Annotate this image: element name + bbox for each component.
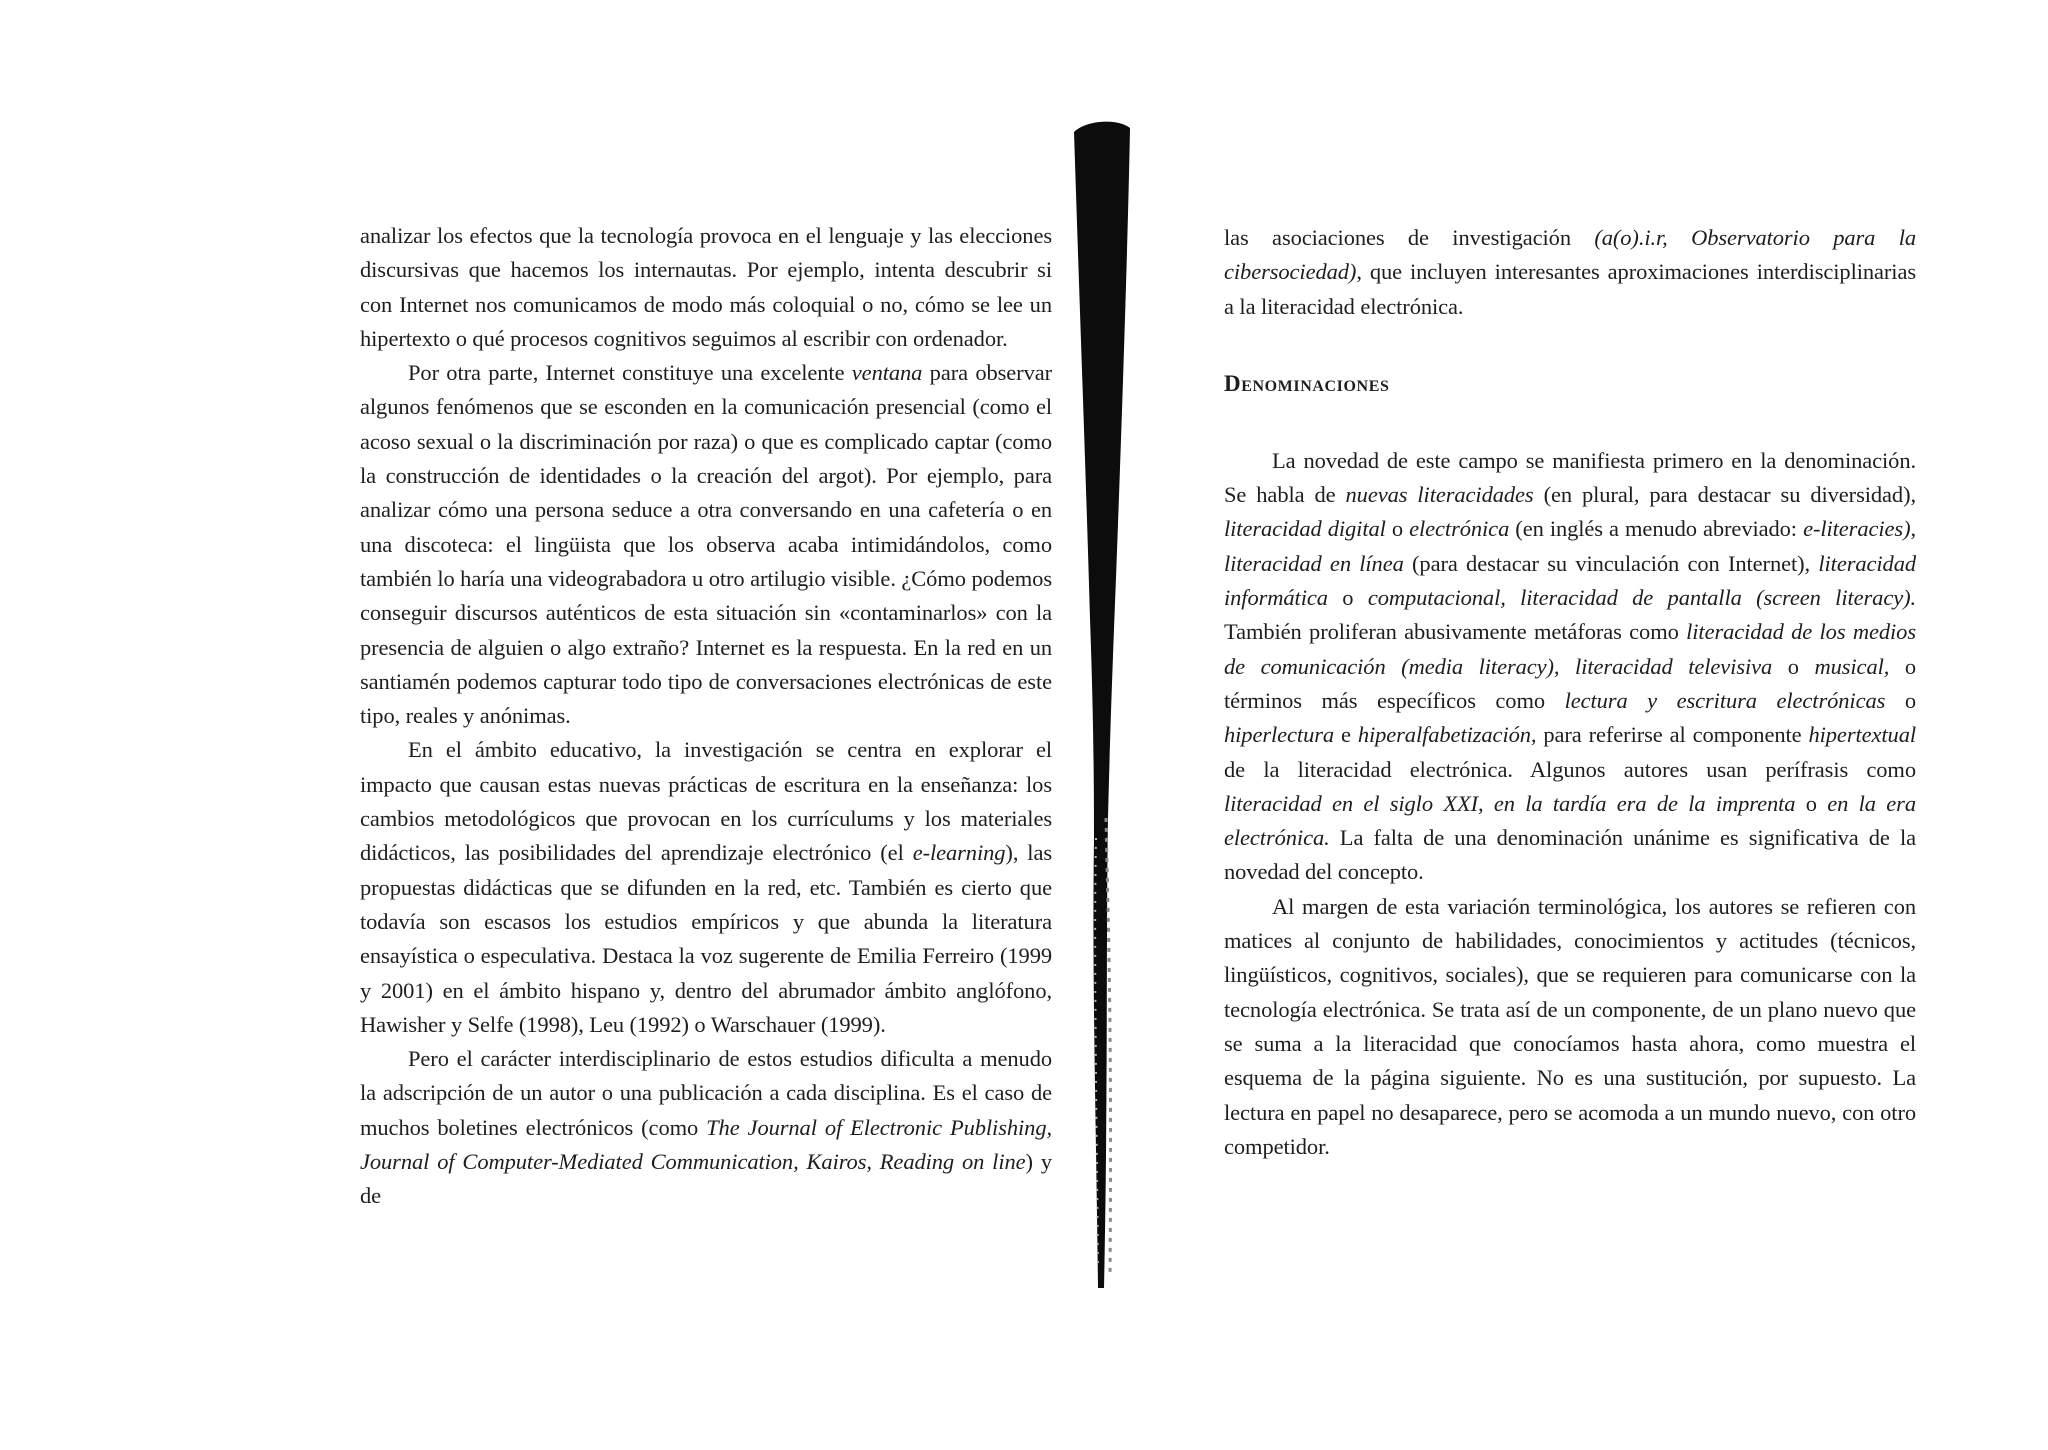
left-paragraph-2: Por otra parte, Internet constituye una excelente ventana para observar algunos fenómenos que se esconden en la comunicación presencial (como el acoso sexual o la discriminación por raza) o que es complicado captar (como la construcción de identidades o la creación del argot). Por ejemplo, para analizar cómo una persona seduce a otra conversando en una cafetería o en una discoteca: el lingüista que los observa acaba intimidándolos, como también lo haría una videograbadora u otro artilugio visible. ¿Cómo podemos conseguir discursos auténticos de esta situación sin «contaminarlos» con la presencia de alguien o algo extraño? Internet es la respuesta. En la red en un santiamén podemos capturar todo tipo de conversaciones electrónicas de este tipo, reales y anónimas. xyxy=(360,360,1052,729)
right-paragraph-2: Al margen de esta variación terminológica, los autores se refieren con matices al conjunto de habilidades, conocimientos y actitudes (técnicos, lingüísticos, cognitivos, sociales), que se requieren para comunicarse con la tecnología electrónica. Se trata así de un componente, de un plano nuevo que se suma a la literacidad que conocíamos hasta ahora, como muestra el esquema de la página siguiente. No es una sustitución, por supuesto. La lectura en papel no desaparece, pero se acomoda a un mundo nuevo, con otro competidor. xyxy=(1224,893,1916,1159)
right-paragraph-top: las asociaciones de investigación (a(o).i.r, Observatorio para la cibersociedad), que incluyen interesantes aproximaciones interdisciplinarias a la literacidad electrónica. xyxy=(1224,225,1916,319)
right-page xyxy=(1224,221,1916,1164)
right-paragraph-1: La novedad de este campo se manifiesta primero en la denominación. Se habla de nuevas literacidades (en plural, para destacar su diversidad), literacidad digital o electrónica (en inglés a menudo abreviado: e-literacies), literacidad en línea (para destacar su vinculación con Internet), literacidad informática o computacional, literacidad de pantalla (screen literacy). También proliferan abusivamente metáforas como literacidad de los medios de comunicación (media literacy), literacidad televisiva o musical, o términos más específicos como lectura y escritura electrónicas o hiperlectura e hiperalfabetización, para referirse al componente hipertextual de la literacidad electrónica. Algunos autores usan perífrasis como literacidad en el siglo XXI, en la tardía era de la imprenta o en la era electrónica. La falta de una denominación unánime es significativa de la novedad del concepto. xyxy=(1224,447,1917,885)
book-spine-shadow xyxy=(1072,118,1132,1298)
left-page xyxy=(360,219,1052,1214)
left-paragraph-1: analizar los efectos que la tecnología provoca en el lenguaje y las elecciones discursivas que hacemos los internautas. Por ejemplo, intenta descubrir si con Internet nos comunicamos de modo más coloquial o no, cómo se lee un hipertexto o qué procesos cognitivos seguimos al escribir con ordenador. xyxy=(360,223,1052,351)
section-heading: Denominaciones xyxy=(1224,370,1390,396)
left-paragraph-3: En el ámbito educativo, la investigación se centra en explorar el impacto que causan estas nuevas prácticas de escritura en la enseñanza: los cambios metodológicos que provocan en los currículums y los materiales didácticos, las posibilidades del aprendizaje electrónico (el e-learning), las propuestas didácticas que se difunden en la red, etc. También es cierto que todavía son escasos los estudios empíricos y que abunda la literatura ensayística o especulativa. Destaca la voz sugerente de Emilia Ferreiro (1999 y 2001) en el ámbito hispano y, dentro del abrumador ámbito anglófono, Hawisher y Selfe (1998), Leu (1992) o Warschauer (1999). xyxy=(360,737,1052,1037)
left-paragraph-4: Pero el carácter interdisciplinario de estos estudios dificulta a menudo la adscripción de un autor o una publicación a cada disciplina. Es el caso de muchos boletines electrónicos (como The Journal of Electronic Publishing, Journal of Computer-Mediated Communication, Kairos, Reading on line) y de xyxy=(360,1046,1052,1209)
